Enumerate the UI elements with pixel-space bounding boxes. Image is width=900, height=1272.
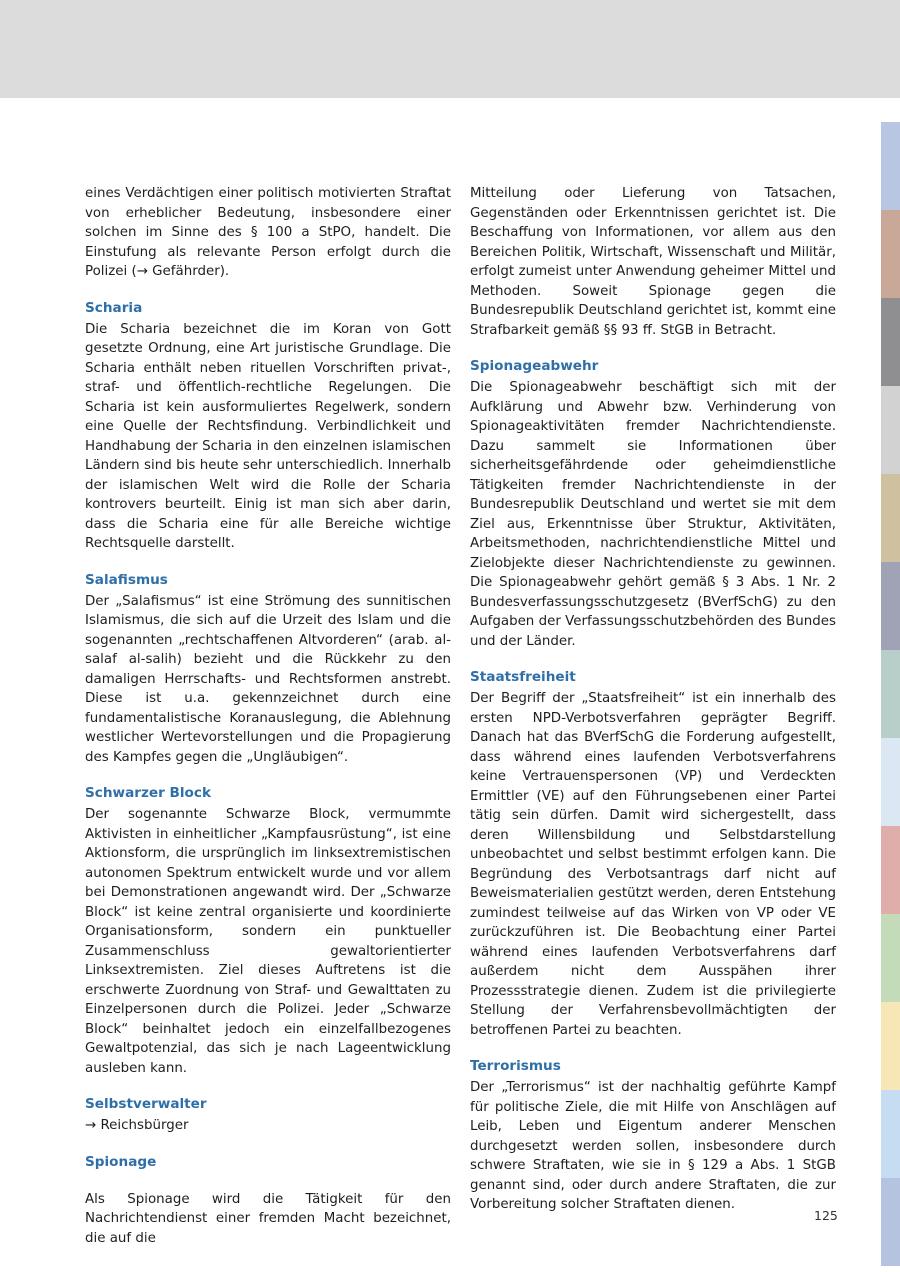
chapter-tab bbox=[881, 1090, 900, 1178]
paragraph-salafismus: Der „Salafismus“ ist eine Strömung des sunnitischen Islamismus, die sich auf die Urzeit des Islam und die sogenannten „rechtschaffenen Altvorderen“ (arab. al-salaf al-salih) bezieht und die Rückkehr zu den damaligen Herrschafts- und Rechtsformen anstrebt. Diese ist u.a. gekennzeichnet durch eine fundamentalistische Koranauslegung, die Ablehnung westlicher Wertevorstellungen und die Propagierung des Kampfes gegen die „Ungläubigen“. bbox=[85, 593, 451, 765]
chapter-tab bbox=[881, 386, 900, 474]
heading-salafismus: Salafismus bbox=[85, 571, 168, 588]
heading-spionageabwehr: Spionageabwehr bbox=[470, 358, 599, 374]
paragraph-spionageabwehr: Die Spionageabwehr beschäftigt sich mit der Aufklärung und Abwehr bzw. Verhinderung von Spionageaktivitäten fremder Nachrichtendienste. Dazu sammelt sie Informationen über sicherheitsgefährdende oder geheimdienstliche Tätigkeiten fremder Nachrichtendienste in der Bundesrepublik Deutschland und wertet sie mit dem Ziel aus, Erkenntnisse über Struktur, Aktivitäten, Arbeitsmethoden, nachrichtendienstliche Mittel und Zielobjekte dieser Nachrichtendienste zu gewinnen. Die Spionageabwehr gehört gemäß § 3 Abs. 1 Nr. 2 Bundesverfassungsschutzgesetz (BVerfSchG) zu den Aufgaben der Verfassungsschutzbehörden des Bundes und der Länder. bbox=[470, 380, 836, 649]
chapter-tab bbox=[881, 474, 900, 562]
chapter-tab bbox=[881, 914, 900, 1002]
header-band bbox=[0, 0, 900, 98]
chapter-tab bbox=[881, 738, 900, 826]
page-number: 125 bbox=[814, 1208, 838, 1223]
heading-spionage: Spionage bbox=[85, 1153, 157, 1170]
paragraph-terrorismus: Der „Terrorismus“ ist der nachhaltig geführte Kampf für politische Ziele, die mit Hilfe von Anschlägen auf Leib, Leben und Eigentum anderer Menschen durchgesetzt werden sollen, insbesondere durch schwere Straftaten, wie sie in § 129 a Abs. 1 StGB genannt sind, oder durch andere Straftaten, die zur Vorbereitung solcher Straftaten dienen. bbox=[470, 1080, 836, 1212]
chapter-tab bbox=[881, 826, 900, 914]
chapter-tab bbox=[881, 210, 900, 298]
heading-schwarzer-block: Schwarzer Block bbox=[85, 785, 211, 801]
paragraph-schwarzer-block: Der sogenannte Schwarze Block, vermummte Aktivisten in einheitlicher „Kampfausrüstung“, ist eine Aktionsform, die ursprünglich im linksextremistischen autonomen Spektrum entwickelt wurde und vor allem bei Demonstrationen angewandt wird. Der „Schwarze Block“ ist keine zentral organisierte und koordinierte Organisationsform, sondern ein punktueller Zusammenschluss gewaltorientierter Linksextremisten. Ziel dieses Auftretens ist die erschwerte Zuordnung von Straf- und Gewalttaten zu Einzelpersonen durch die Polizei. Jeder „Schwarze Block“ beinhaltet jedoch ein einzelfallbezogenes Gewaltpotenzial, das sich je nach Lageentwicklung ausleben kann. bbox=[85, 807, 451, 1076]
heading-selbstverwalter: Selbstverwalter bbox=[85, 1096, 207, 1112]
chapter-tab bbox=[881, 1002, 900, 1090]
intro-paragraph: eines Verdächtigen einer politisch motivierten Straftat von erheblicher Bedeutung, insbesondere einer solchen im Sinne des § 100 a StPO, handelt. Die Einstufung als relevante Person erfolgt durch die Polizei (→ Gefährder). bbox=[85, 186, 451, 279]
paragraph-staatsfreiheit: Der Begriff der „Staatsfreiheit“ ist ein innerhalb des ersten NPD-Verbotsverfahren geprägter Begriff. Danach hat das BVerfSchG die Forderung aufgestellt, dass während eines laufenden Verbotsverfahrens keine Vertrauenspersonen (VP) und Verdeckten Ermittler (VE) auf den Führungsebenen einer Partei tätig sein dürfen. Damit wird sichergestellt, dass deren Willensbildung und Selbstdarstellung unbeobachtet und selbst bestimmt erfolgen kann. Die Begründung des Verbotsantrags darf nicht auf Beweismaterialien gestützt werden, deren Entstehung zumindest teilweise auf das Wirken von VP oder VE zurückzuführen ist. Die Beobachtung einer Partei während eines laufenden Verbotsverfahrens darf außerdem nicht dem Ausspähen ihrer Prozessstrategie dienen. Zudem ist die privilegierte Stellung der Verfahrensbevollmächtigten der betroffenen Partei zu beachten. bbox=[470, 691, 836, 1038]
paragraph-selbstverwalter: → Reichsbürger bbox=[85, 1118, 189, 1133]
chapter-tab bbox=[881, 562, 900, 650]
left-column bbox=[85, 184, 451, 1264]
heading-scharia: Scharia bbox=[85, 299, 143, 316]
chapter-tab bbox=[881, 122, 900, 210]
paragraph-spionage-continued: Mitteilung oder Lieferung von Tatsachen, Gegenständen oder Erkenntnissen gerichtet ist. Die Beschaffung von Informationen, vor allem aus den Bereichen Politik, Wirtschaft, Wissenschaft und Militär, erfolgt zumeist unter Anwendung geheimer Mittel und Methoden. Soweit Spionage gegen die Bundesrepublik Deutschland gerichtet ist, kommt eine Strafbarkeit gemäß §§ 93 ff. StGB in Betracht. bbox=[470, 186, 836, 338]
chapter-tab bbox=[881, 650, 900, 738]
heading-staatsfreiheit: Staatsfreiheit bbox=[470, 669, 576, 685]
paragraph-scharia: Die Scharia bezeichnet die im Koran von Gott gesetzte Ordnung, eine Art juristische Grundlage. Die Scharia enthält neben rituellen Vorschriften privat-, straf- und öffentlich-rechtliche Regelungen. Die Scharia ist kein ausformuliertes Regelwerk, sondern eine Quelle der Rechtsfindung. Verbindlichkeit und Handhabung der Scharia in den einzelnen islamischen Ländern sind bis heute sehr unterschiedlich. Innerhalb der islamischen Welt wird die Rolle der Scharia kontrovers beurteilt. Einig ist man sich aber darin, dass die Scharia eine für alle Bereiche wichtige Rechtsquelle darstellt. bbox=[85, 321, 451, 551]
paragraph-spionage: Als Spionage wird die Tätigkeit für den Nachrichtendienst einer fremden Macht bezeichnet, die auf die bbox=[85, 1191, 451, 1246]
heading-terrorismus: Terrorismus bbox=[470, 1058, 561, 1074]
chapter-tabs bbox=[881, 122, 900, 1266]
chapter-tab bbox=[881, 1178, 900, 1266]
right-column bbox=[470, 184, 836, 1231]
chapter-tab bbox=[881, 298, 900, 386]
